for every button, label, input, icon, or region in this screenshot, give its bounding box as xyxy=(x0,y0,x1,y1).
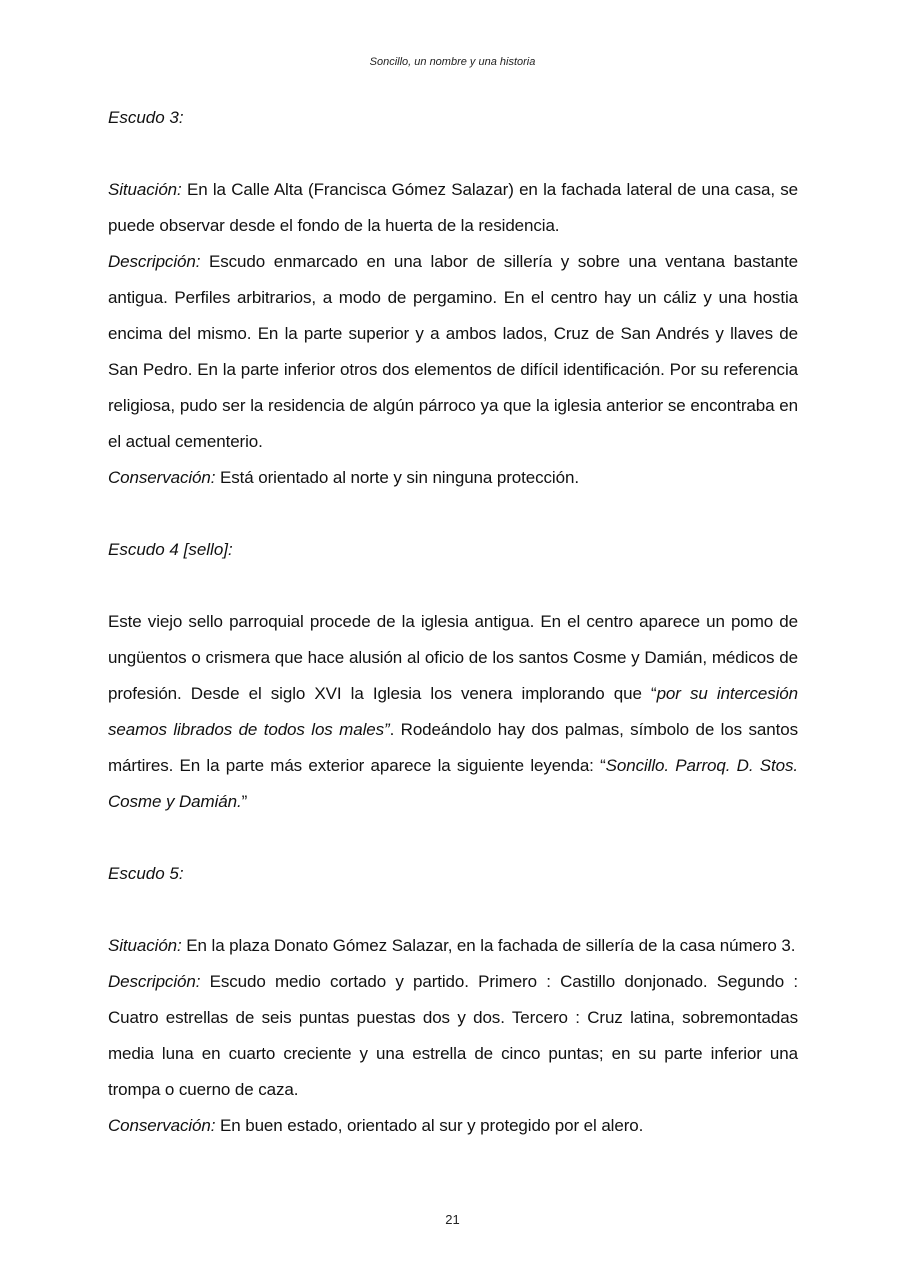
spacer xyxy=(108,892,798,928)
escudo-5-conservacion xyxy=(108,1108,798,1144)
conservacion-label: Conservación: xyxy=(108,1116,216,1135)
descripcion-text: Escudo medio cortado y partido. Primero : Castillo donjonado. Segundo : Cuatro estrellas de seis puntas puestas dos y dos. Tercero : Cruz latina, sobremontadas media luna en cuarto creciente y una estrella de cinco puntas; en su parte inferior una trompa o cuerno de caza. xyxy=(108,972,798,1099)
escudo-5-situacion xyxy=(108,928,798,964)
situacion-label: Situación: xyxy=(108,180,182,199)
situacion-text: En la plaza Donato Gómez Salazar, en la fachada de sillería de la casa número 3. xyxy=(181,936,796,955)
conservacion-text: Está orientado al norte y sin ninguna protección. xyxy=(215,468,579,487)
escudo-3-situacion xyxy=(108,172,798,244)
conservacion-text: En buen estado, orientado al sur y protegido por el alero. xyxy=(215,1116,644,1135)
document-body xyxy=(108,100,798,1144)
spacer xyxy=(108,136,798,172)
descripcion-text: Escudo enmarcado en una labor de sillería y sobre una ventana bastante antigua. Perfiles arbitrarios, a modo de pergamino. En el centro hay un cáliz y una hostia encima del mismo. En la parte superior y a ambos lados, Cruz de San Andrés y llaves de San Pedro. En la parte inferior otros dos elementos de difícil identificación. Por su referencia religiosa, pudo ser la residencia de algún párroco ya que la iglesia anterior se encontraba en el actual cementerio. xyxy=(108,252,798,451)
escudo-5-descripcion xyxy=(108,964,798,1108)
escudo-4-quote-2: Soncillo. Parroq. D. Stos. Cosme y Damián. xyxy=(108,756,798,811)
situacion-text: En la Calle Alta (Francisca Gómez Salazar) en la fachada lateral de una casa, se puede observar desde el fondo de la huerta de la residencia. xyxy=(108,180,798,235)
escudo-3-descripcion xyxy=(108,244,798,460)
escudo-4-heading: Escudo 4 [sello]: xyxy=(108,540,233,559)
descripcion-label: Descripción: xyxy=(108,252,201,271)
page-number: 21 xyxy=(445,1212,460,1227)
escudo-4-text-2: . Rodeándolo hay dos palmas, símbolo de los santos mártires. En la parte más exterior aparece la siguiente leyenda: “ xyxy=(108,720,798,775)
escudo-5-heading: Escudo 5: xyxy=(108,864,184,883)
spacer xyxy=(108,496,798,532)
descripcion-label: Descripción: xyxy=(108,972,201,991)
conservacion-label: Conservación: xyxy=(108,468,216,487)
escudo-4-text-1: Este viejo sello parroquial procede de la iglesia antigua. En el centro aparece un pomo de ungüentos o crismera que hace alusión al oficio de los santos Cosme y Damián, médicos de profesión. Desde el siglo XVI la Iglesia los venera implorando que “ xyxy=(108,612,798,703)
escudo-4-text-3: ” xyxy=(241,792,248,811)
escudo-3-heading: Escudo 3: xyxy=(108,108,184,127)
escudo-3-conservacion xyxy=(108,460,798,496)
spacer xyxy=(108,568,798,604)
situacion-label: Situación: xyxy=(108,936,182,955)
running-header: Soncillo, un nombre y una historia xyxy=(369,56,536,68)
spacer xyxy=(108,820,798,856)
escudo-4-paragraph xyxy=(108,604,798,820)
escudo-4-quote-1: por su intercesión seamos librados de todos los males” xyxy=(108,684,798,739)
